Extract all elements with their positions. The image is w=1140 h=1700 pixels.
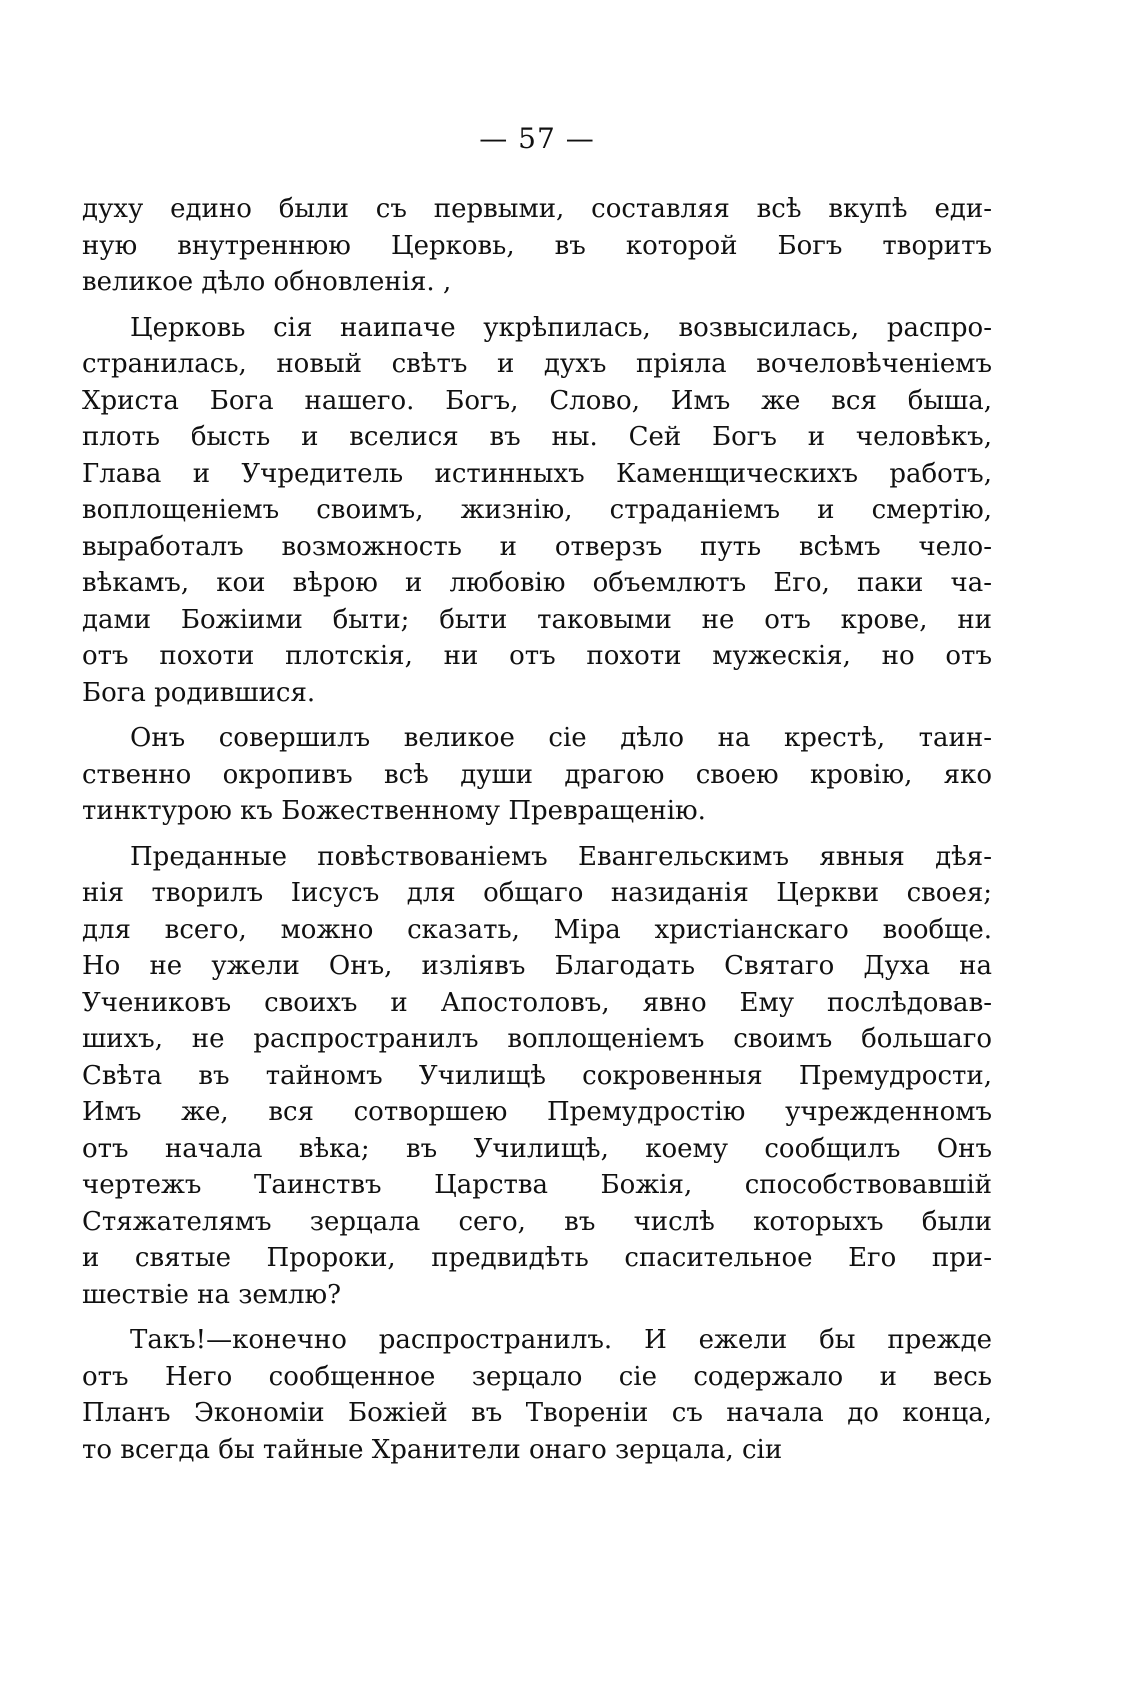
- text-line: то всегда бы тайные Хранители онаго зерцала, сіи: [82, 1434, 783, 1465]
- text-line: духу едино были съ первыми, составляя всѣ вкупѣ еди-: [82, 194, 992, 224]
- paragraph-gap: [82, 711, 992, 720]
- text-line: шихъ, не распространилъ воплощеніемъ своимъ большаго: [82, 1024, 992, 1054]
- text-line: отъ начала вѣка; въ Училищѣ, коему сообщилъ Онъ: [82, 1133, 992, 1164]
- text-line: ную внутреннюю Церковь, въ которой Богъ творитъ: [82, 230, 992, 261]
- paragraph-gap: [82, 830, 992, 839]
- text-line: Церковь сія наипаче укрѣпилась, возвысилась, распро-: [130, 312, 992, 343]
- text-line: и святые Пророки, предвидѣть спасительное Его при-: [82, 1243, 992, 1273]
- text-line: отъ Него сообщенное зерцало сіе содержало и весь: [82, 1361, 992, 1392]
- text-line: чертежъ Таинствъ Царства Божія, способствовавшій: [82, 1170, 992, 1200]
- page-text: [82, 191, 992, 1468]
- text-line: отъ похоти плотскія, ни отъ похоти мужескія, но отъ: [82, 641, 992, 671]
- paragraph: [82, 1322, 992, 1468]
- text-line: плоть бысть и вселися въ ны. Сей Богъ и человѣкъ,: [82, 422, 992, 452]
- text-line: выработалъ возможность и отверзъ путь всѣмъ чело-: [82, 531, 992, 562]
- text-line: великое дѣло обновленія. ,: [82, 267, 452, 297]
- text-line: тинктурою къ Божественному Превращенію.: [82, 796, 706, 826]
- text-line: воплощеніемъ своимъ, жизнію, страданіемъ и смертію,: [82, 495, 992, 525]
- text-line: нія творилъ Іисусъ для общаго назиданія Церкви своея;: [82, 878, 992, 908]
- paragraph: [82, 191, 992, 301]
- text-line: Стяжателямъ зерцала сего, въ числѣ которыхъ были: [82, 1206, 992, 1237]
- text-line: Христа Бога нашего. Богъ, Слово, Имъ же вся быша,: [82, 385, 992, 416]
- text-line: Имъ же, вся сотворшею Премудростію учрежденномъ: [82, 1097, 992, 1127]
- text-line: Учениковъ своихъ и Апостоловъ, явно Ему послѣдовав-: [82, 987, 992, 1018]
- paragraph: [82, 310, 992, 712]
- page-number: — 57 —: [479, 122, 595, 155]
- paragraph: [82, 839, 992, 1314]
- text-line: Но не ужели Онъ, изліявъ Благодать Святаго Духа на: [82, 951, 992, 981]
- text-line: Онъ совершилъ великое сіе дѣло на крестѣ, таин-: [130, 723, 992, 753]
- text-line: ственно окропивъ всѣ души драгою своею кровію, яко: [82, 759, 992, 790]
- text-line: Такъ!—конечно распространилъ. И ежели бы прежде: [130, 1325, 992, 1355]
- paragraph-gap: [82, 301, 992, 310]
- text-line: Планъ Экономіи Божіей въ Твореніи съ начала до конца,: [82, 1398, 992, 1428]
- text-line: Преданные повѣствованіемъ Евангельскимъ явныя дѣя-: [130, 841, 992, 872]
- text-line: для всего, можно сказать, Міра христіанскаго вообще.: [82, 914, 992, 945]
- text-line: шествіе на землю?: [82, 1279, 342, 1310]
- paragraph: [82, 720, 992, 830]
- text-line: Свѣта въ тайномъ Училищѣ сокровенныя Премудрости,: [82, 1060, 992, 1091]
- text-line: дами Божіими быти; быти таковыми не отъ крове, ни: [82, 604, 992, 635]
- book-page: [82, 122, 992, 1468]
- text-line: Глава и Учредитель истинныхъ Каменщическихъ работъ,: [82, 458, 992, 489]
- paragraph-gap: [82, 1313, 992, 1322]
- text-line: странилась, новый свѣтъ и духъ пріяла вочеловѣченіемъ: [82, 349, 992, 379]
- text-line: вѣкамъ, кои вѣрою и любовію объемлютъ Его, паки ча-: [82, 568, 992, 598]
- text-line: Бога родившися.: [82, 677, 316, 708]
